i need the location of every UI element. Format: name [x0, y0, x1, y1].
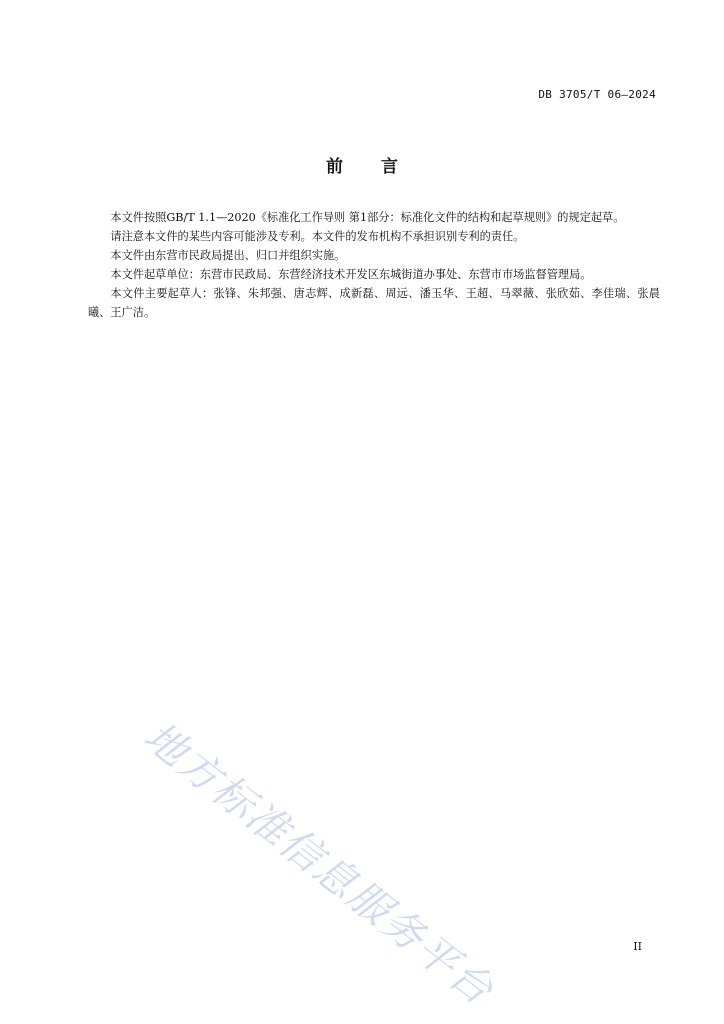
- paragraph-drafting-units: 本文件起草单位：东营市民政局、东营经济技术开发区东城街道办事处、东营市市场监督管理局。: [110, 268, 592, 281]
- foreword-body: [88, 208, 660, 322]
- paragraph-drafting-rules: 本文件按照GB/T 1.1—2020《标准化工作导则 第1部分：标准化文件的结构和起草规则》的规定起草。: [110, 211, 625, 224]
- paragraph-proposer: 本文件由东营市民政局提出、归口并组织实施。: [110, 249, 346, 262]
- watermark: 地方标准信息服务平台: [134, 712, 504, 1015]
- paragraph-patent-notice: 请注意本文件的某些内容可能涉及专利。本文件的发布机构不承担识别专利的责任。: [110, 230, 525, 243]
- page-title: 前言: [326, 157, 436, 177]
- paragraph-drafters: 本文件主要起草人：张锋、朱邦强、唐志辉、成新磊、周远、潘玉华、王超、马翠薇、张欣茹、李佳瑞、张晨曦、王广洁。: [88, 287, 660, 319]
- page-number: II: [633, 940, 642, 953]
- document-code: DB 3705/T 06—2024: [538, 88, 656, 101]
